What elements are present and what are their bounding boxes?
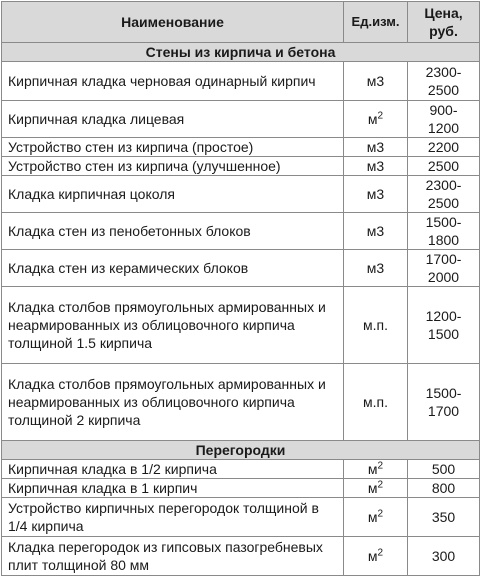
unit-text: м3	[366, 139, 385, 155]
unit-superscript: 2	[377, 460, 384, 472]
unit-text: м	[367, 509, 378, 525]
item-name: Кладка столбов прямоугольных армированных и неармированных из облицовочного кирпича толщиной 1.5 кирпича	[2, 287, 344, 364]
item-name: Кладка стен из пенобетонных блоков	[2, 213, 344, 250]
item-price: 1500-1800	[408, 213, 480, 250]
unit-text: м3	[366, 223, 385, 239]
table-row	[2, 479, 480, 498]
unit-superscript: 2	[377, 110, 384, 122]
table-row	[2, 62, 480, 101]
unit-text: м	[367, 480, 378, 496]
table-row	[2, 157, 480, 176]
table-row	[2, 176, 480, 213]
table-row	[2, 138, 480, 157]
item-name: Кладка стен из керамических блоков	[2, 250, 344, 287]
item-unit	[344, 498, 408, 537]
table-row	[2, 101, 480, 138]
unit-text: м.п.	[363, 317, 388, 333]
item-name: Кладка столбов прямоугольных армированных и неармированных из облицовочного кирпича толщиной 2 кирпича	[2, 364, 344, 441]
item-name: Устройство стен из кирпича (улучшенное)	[2, 157, 344, 176]
unit-text: м3	[366, 186, 385, 202]
item-price: 1500-1700	[408, 364, 480, 441]
item-name: Кладка кирпичная цоколя	[2, 176, 344, 213]
price-table	[1, 1, 480, 576]
item-price: 900-1200	[408, 101, 480, 138]
item-price: 800	[408, 479, 480, 498]
unit-text: м.п.	[363, 394, 388, 410]
table-row	[2, 287, 480, 364]
item-unit	[344, 460, 408, 479]
item-unit	[344, 62, 408, 101]
table-row	[2, 364, 480, 441]
table-row	[2, 460, 480, 479]
item-unit	[344, 138, 408, 157]
item-unit	[344, 479, 408, 498]
item-price: 2200	[408, 138, 480, 157]
item-name: Кирпичная кладка черновая одинарный кирпич	[2, 62, 344, 101]
table-header-row	[2, 2, 480, 43]
item-price: 300	[408, 537, 480, 576]
item-name: Кладка перегородок из гипсовых пазогребневых плит толщиной 80 мм	[2, 537, 344, 576]
column-header-price: Цена, руб.	[408, 2, 480, 43]
section-row-partitions	[2, 441, 480, 460]
item-price: 2300-2500	[408, 176, 480, 213]
section-title: Перегородки	[2, 441, 480, 460]
unit-text: м	[367, 461, 378, 477]
item-price: 1200-1500	[408, 287, 480, 364]
item-unit	[344, 157, 408, 176]
unit-text: м	[367, 111, 378, 127]
section-title: Стены из кирпича и бетона	[2, 43, 480, 62]
item-price: 2300-2500	[408, 62, 480, 101]
item-unit	[344, 250, 408, 287]
unit-text: м3	[366, 260, 385, 276]
item-unit	[344, 101, 408, 138]
item-unit	[344, 364, 408, 441]
unit-superscript: 2	[377, 508, 384, 520]
item-price: 350	[408, 498, 480, 537]
item-name: Кирпичная кладка в 1/2 кирпича	[2, 460, 344, 479]
item-unit	[344, 176, 408, 213]
item-name: Кирпичная кладка в 1 кирпич	[2, 479, 344, 498]
unit-text: м3	[366, 158, 385, 174]
item-name: Кирпичная кладка лицевая	[2, 101, 344, 138]
unit-superscript: 2	[377, 547, 384, 559]
section-row-walls	[2, 43, 480, 62]
item-unit	[344, 213, 408, 250]
item-price: 1700-2000	[408, 250, 480, 287]
column-header-name: Наименование	[2, 2, 344, 43]
item-price: 500	[408, 460, 480, 479]
item-unit	[344, 287, 408, 364]
table-row	[2, 498, 480, 537]
item-name: Устройство кирпичных перегородок толщиной в 1/4 кирпича	[2, 498, 344, 537]
table-row	[2, 250, 480, 287]
column-header-unit: Ед.изм.	[344, 2, 408, 43]
unit-superscript: 2	[377, 479, 384, 491]
item-name: Устройство стен из кирпича (простое)	[2, 138, 344, 157]
item-price: 2500	[408, 157, 480, 176]
unit-text: м3	[366, 73, 385, 89]
unit-text: м	[367, 548, 378, 564]
table-row	[2, 537, 480, 576]
table-row	[2, 213, 480, 250]
item-unit	[344, 537, 408, 576]
